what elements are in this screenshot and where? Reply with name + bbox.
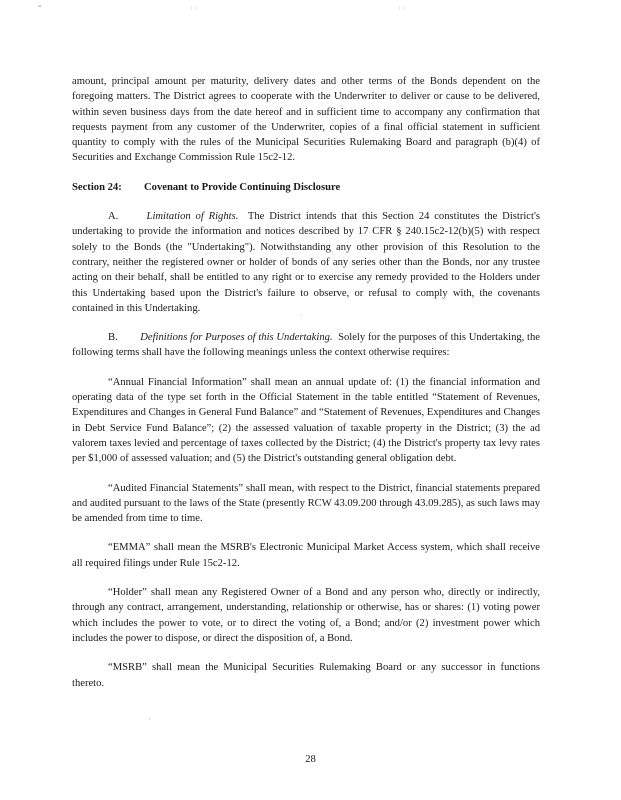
page-body	[72, 74, 540, 691]
definition-paragraph: “EMMA” shall mean the MSRB's Electronic Municipal Market Access system, which shall receive all required filings under Rule 15c2-12.	[72, 542, 540, 569]
subsection-b-label: B.	[108, 332, 118, 344]
definition-paragraph: “Annual Financial Information” shall mean an annual update of: (1) the financial information and operating data of the type set forth in the Official Statement in the table entitled “Statement of Revenues, Expenditures and Changes in General Fund Balance” and “Statement of Revenues, Expenditures and Changes in Debt Service Fund Balance”; (2) the assessed valuation of taxable property in the District; (3) the ad valorem taxes levied and percentage of taxes collected by the District; (4) the District's property tax levy rates per $1,000 of assessed valuation; and (5) the District's outstanding general obligation debt.	[72, 376, 540, 465]
page-number: 28	[305, 754, 316, 765]
scan-mark: ·	[300, 311, 303, 320]
subsection-a-text: The District intends that this Section 24 constitutes the District's undertaking to provide the information and notices described by 17 CFR § 240.15c2-12(b)(5) with respect solely to the Bonds (the "Undertaking"). Notwithstanding any other provision of this Resolution to the contrary, neither the registered owner or holder of bonds of any series other than the Bonds, nor any trustee acting on their behalf, shall be entitled to any right or to exercise any remedy provided to the Holders under this Undertaking based upon the District's failure to observe, or refusal to comply with, the covenants contained in this Undertaking.	[72, 211, 540, 314]
scan-mark: -	[38, 1, 42, 12]
continuation-paragraph: amount, principal amount per maturity, delivery dates and other terms of the Bonds dependent on the foregoing matters. The District agrees to cooperate with the Underwriter to deliver or cause to be delivered, within seven business days from the date hereof and in sufficient time to accompany any confirmation that requests payment from any customer of the Underwriter, copies of a final official statement in sufficient quantity to comply with the rules of the Municipal Securities Rulemaking Board and paragraph (b)(4) of Securities and Exchange Commission Rule 15c2-12.	[72, 76, 540, 164]
definition-paragraph: “Holder” shall mean any Registered Owner of a Bond and any person who, directly or indirectly, through any contract, arrangement, understanding, relationship or otherwise, has or shares: (1) voting power which includes the power to vote, or to direct the voting of, a Bond; and/or (2) investment power which includes the power to dispose, or direct the disposition of, a Bond.	[72, 587, 540, 644]
subsection-b-text: Solely for the purposes of this Undertaking, the following terms shall have the following meanings unless the context otherwise requires:	[72, 332, 540, 359]
scan-mark: · ·	[398, 4, 406, 13]
subsection-a-title: Limitation of Rights.	[146, 211, 239, 223]
definition-paragraph: “Audited Financial Statements” shall mean, with respect to the District, financial statements prepared and audited pursuant to the laws of the State (presently RCW 43.09.200 through 43.09.285), as such laws may be amended from time to time.	[72, 482, 540, 525]
subsection-b	[72, 330, 540, 361]
subsection-a	[72, 209, 540, 316]
subsection-b-title: Definitions for Purposes of this Undertaking.	[140, 332, 333, 344]
section-number: Section 24:	[72, 181, 122, 193]
scan-mark: ·	[148, 715, 151, 724]
section-title: Covenant to Provide Continuing Disclosure	[144, 181, 341, 193]
subsection-a-label: A.	[108, 211, 119, 223]
definition-paragraph: “MSRB” shall mean the Municipal Securities Rulemaking Board or any successor in functions thereto.	[72, 662, 540, 689]
section-heading	[72, 180, 540, 195]
scan-mark: · ·	[190, 4, 198, 13]
